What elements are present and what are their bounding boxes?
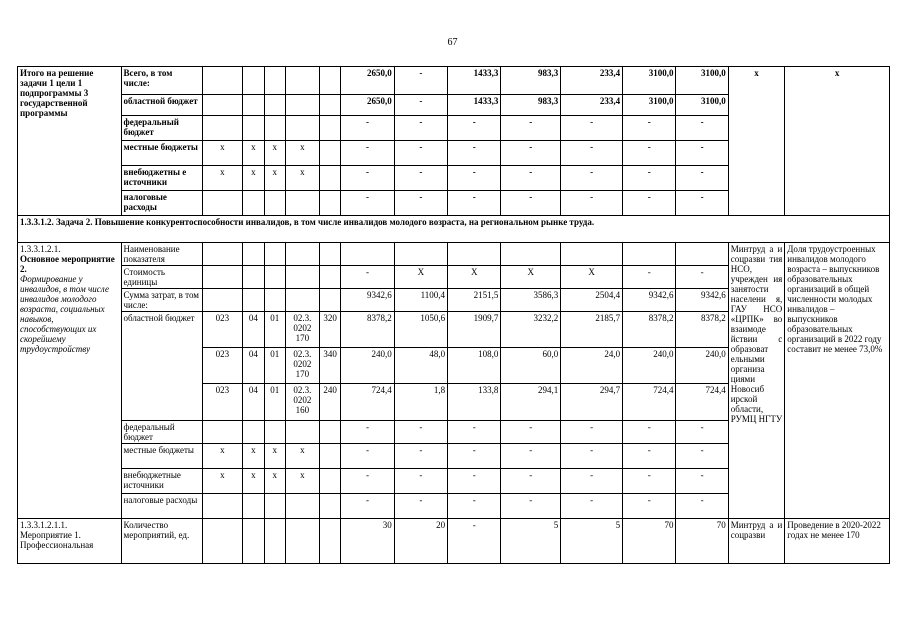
code-cell [243, 116, 264, 141]
code-cell [320, 67, 341, 95]
code-cell: 04 [243, 348, 264, 384]
code-cell: x [285, 444, 319, 469]
value-cell: - [501, 141, 561, 166]
code-cell [243, 494, 264, 519]
value-cell [501, 243, 561, 266]
totals-row [18, 67, 890, 95]
code-cell [202, 243, 243, 266]
code-cell [202, 95, 243, 116]
value-cell: - [623, 141, 676, 166]
value-cell: - [676, 166, 728, 191]
value-cell: 724,4 [623, 384, 676, 421]
value-cell: - [394, 191, 447, 216]
page-number: 67 [447, 37, 458, 48]
value-cell: 1100,4 [394, 289, 447, 312]
value-cell: - [561, 444, 623, 469]
value-cell: 2151,5 [448, 289, 501, 312]
code-cell: 240 [320, 384, 341, 421]
code-cell: 023 [202, 312, 243, 348]
code-cell: 02.3. 0202 170 [285, 312, 319, 348]
value-cell: - [448, 494, 501, 519]
code-cell: x [264, 141, 285, 166]
value-cell: X [394, 266, 447, 289]
value-cell: - [501, 166, 561, 191]
value-cell: 3100,0 [623, 95, 676, 116]
row-label: Наименование показателя [121, 243, 202, 266]
value-cell: - [341, 266, 394, 289]
value-cell: - [341, 469, 394, 494]
value-cell: 60,0 [501, 348, 561, 384]
value-cell [448, 243, 501, 266]
task-row [18, 216, 890, 243]
value-cell: - [676, 444, 728, 469]
value-cell: 108,0 [448, 348, 501, 384]
value-cell: - [501, 469, 561, 494]
code-cell [202, 421, 243, 444]
code-cell [243, 421, 264, 444]
value-cell: 1433,3 [448, 67, 501, 95]
code-cell: x [264, 469, 285, 494]
value-cell: 3100,0 [676, 95, 728, 116]
code-cell: x [285, 469, 319, 494]
code-cell [320, 166, 341, 191]
value-cell: 3232,2 [501, 312, 561, 348]
code-cell: x [264, 166, 285, 191]
event-description: Мероприятие 1. Профессиональная [20, 530, 94, 550]
value-cell: 48,0 [394, 348, 447, 384]
result-cell: x [785, 67, 890, 216]
code-cell [243, 519, 264, 564]
value-cell: 2650,0 [341, 67, 394, 95]
value-cell: - [676, 266, 728, 289]
code-cell [320, 421, 341, 444]
code-cell [243, 289, 264, 312]
value-cell: - [501, 494, 561, 519]
result-cell: Доля трудоустроенных инвалидов молодого возраста – выпускников образовательных организаций в общей численности молодых инвалидов – выпускников образовательных организаций в 2022 году составит не менее 73,0% [785, 243, 890, 519]
value-cell: - [561, 116, 623, 141]
value-cell [623, 243, 676, 266]
row-label: Количество мероприятий, ед. [121, 519, 202, 564]
code-cell [285, 266, 319, 289]
code-cell: 340 [320, 348, 341, 384]
result-cell: Проведение в 2020-2022 годах не менее 170 [785, 519, 890, 564]
activity-row [18, 243, 890, 266]
value-cell: - [623, 421, 676, 444]
code-cell [285, 95, 319, 116]
row-label: налоговые расходы [121, 494, 202, 519]
value-cell: - [676, 469, 728, 494]
value-cell [341, 243, 394, 266]
value-cell: 30 [341, 519, 394, 564]
code-cell: x [285, 166, 319, 191]
row-label: Всего, в том числе: [121, 67, 202, 95]
executor-cell: Минтруд а и соцразви тия НСО, учрежден ия занятости населени я, ГАУ НСО «ЦРПК» во взаимоде йствии с образоват ельными организа циями Новосиб ирской области, РУМЦ НГТУ [728, 243, 785, 519]
value-cell: - [448, 444, 501, 469]
value-cell: - [394, 67, 447, 95]
code-cell [285, 519, 319, 564]
code-cell [264, 421, 285, 444]
value-cell: - [448, 116, 501, 141]
code-cell [320, 116, 341, 141]
value-cell: 9342,6 [676, 289, 728, 312]
value-cell: 3586,3 [501, 289, 561, 312]
code-cell: 320 [320, 312, 341, 348]
value-cell: - [676, 116, 728, 141]
value-cell: 983,3 [501, 67, 561, 95]
row-label: налоговые расходы [121, 191, 202, 216]
code-cell [285, 289, 319, 312]
code-cell [202, 67, 243, 95]
value-cell: - [676, 421, 728, 444]
value-cell: 724,4 [341, 384, 394, 421]
value-cell: 240,0 [341, 348, 394, 384]
code-cell: 02.3. 0202 160 [285, 384, 319, 421]
row-label: внебюджетные источники [121, 469, 202, 494]
value-cell: 3100,0 [623, 67, 676, 95]
value-cell: - [341, 166, 394, 191]
activity-description: Формирование у инвалидов, в том числе инвалидов молодого возраста, социальных навыков, способствующих их скорейшему трудоустройству [20, 274, 109, 354]
code-cell [243, 266, 264, 289]
row-label: федеральный бюджет [121, 116, 202, 141]
code-cell [320, 494, 341, 519]
value-cell: - [561, 191, 623, 216]
row-label: областной бюджет [121, 95, 202, 116]
value-cell: - [501, 444, 561, 469]
code-cell: 023 [202, 348, 243, 384]
code-cell: x [243, 469, 264, 494]
code-cell [202, 116, 243, 141]
task-title: 1.3.3.1.2. Задача 2. Повышение конкурентоспособности инвалидов, в том числе инвалидов молодого возраста, на региональном рынке труда. [18, 216, 890, 243]
code-cell [264, 95, 285, 116]
event-cell [18, 519, 122, 564]
code-cell [264, 116, 285, 141]
code-cell: x [285, 141, 319, 166]
value-cell: - [394, 116, 447, 141]
code-cell [285, 243, 319, 266]
code-cell [285, 191, 319, 216]
value-cell: 983,3 [501, 95, 561, 116]
value-cell: - [394, 469, 447, 494]
value-cell: - [394, 166, 447, 191]
code-cell: x [243, 141, 264, 166]
value-cell: - [623, 469, 676, 494]
value-cell: - [448, 141, 501, 166]
row-label: местные бюджеты [121, 141, 202, 166]
executor-cell: x [728, 67, 785, 216]
value-cell: - [394, 494, 447, 519]
value-cell: 233,4 [561, 95, 623, 116]
value-cell: 24,0 [561, 348, 623, 384]
code-cell [264, 519, 285, 564]
code-cell: x [202, 166, 243, 191]
value-cell: 2185,7 [561, 312, 623, 348]
value-cell: - [501, 191, 561, 216]
value-cell: - [623, 494, 676, 519]
code-cell [264, 289, 285, 312]
code-cell [285, 494, 319, 519]
code-cell [285, 421, 319, 444]
value-cell: 724,4 [676, 384, 728, 421]
program-table [17, 66, 890, 564]
value-cell: - [501, 421, 561, 444]
value-cell: - [561, 421, 623, 444]
code-cell [320, 519, 341, 564]
value-cell: - [448, 519, 501, 564]
value-cell: - [448, 421, 501, 444]
code-cell [264, 494, 285, 519]
value-cell: - [448, 469, 501, 494]
row-label: Сумма затрат, в том числе: [121, 289, 202, 312]
value-cell: 8378,2 [623, 312, 676, 348]
value-cell: - [341, 421, 394, 444]
event-row [18, 519, 890, 564]
executor-cell: Минтруд а и соцразви [728, 519, 785, 564]
value-cell: - [341, 141, 394, 166]
value-cell [561, 243, 623, 266]
value-cell: 1433,3 [448, 95, 501, 116]
value-cell: - [676, 191, 728, 216]
value-cell: - [341, 444, 394, 469]
code-cell [202, 289, 243, 312]
code-cell: 01 [264, 312, 285, 348]
value-cell: 233,4 [561, 67, 623, 95]
value-cell [394, 243, 447, 266]
activity-cell [18, 243, 122, 519]
value-cell: - [394, 444, 447, 469]
code-cell [202, 519, 243, 564]
value-cell: 5 [561, 519, 623, 564]
value-cell: - [394, 95, 447, 116]
code-cell: 04 [243, 384, 264, 421]
value-cell: X [448, 266, 501, 289]
value-cell: X [501, 266, 561, 289]
row-label: Стоимость единицы [121, 266, 202, 289]
value-cell: 9342,6 [623, 289, 676, 312]
event-code: 1.3.3.1.2.1.1. [20, 520, 68, 530]
code-cell: x [264, 444, 285, 469]
value-cell: 70 [676, 519, 728, 564]
value-cell: - [341, 191, 394, 216]
value-cell: 3100,0 [676, 67, 728, 95]
code-cell [320, 266, 341, 289]
value-cell: 240,0 [676, 348, 728, 384]
value-cell: 294,1 [501, 384, 561, 421]
value-cell: - [676, 141, 728, 166]
value-cell: - [623, 166, 676, 191]
code-cell [320, 243, 341, 266]
code-cell: 023 [202, 384, 243, 421]
value-cell: - [561, 141, 623, 166]
value-cell: - [341, 494, 394, 519]
code-cell [285, 116, 319, 141]
code-cell [264, 243, 285, 266]
value-cell: - [561, 469, 623, 494]
row-label: федеральный бюджет [121, 421, 202, 444]
code-cell: x [202, 444, 243, 469]
code-cell: x [202, 141, 243, 166]
code-cell [202, 494, 243, 519]
value-cell: 2504,4 [561, 289, 623, 312]
code-cell [264, 266, 285, 289]
value-cell: 5 [501, 519, 561, 564]
code-cell [243, 67, 264, 95]
code-cell [320, 469, 341, 494]
value-cell: 8378,2 [676, 312, 728, 348]
value-cell: - [448, 191, 501, 216]
value-cell: 1050,6 [394, 312, 447, 348]
value-cell: - [623, 444, 676, 469]
value-cell: 70 [623, 519, 676, 564]
value-cell: - [561, 166, 623, 191]
value-cell: 1909,7 [448, 312, 501, 348]
value-cell: - [623, 116, 676, 141]
value-cell: - [676, 494, 728, 519]
totals-label: Итого на решение задачи 1 цели 1 подпрограммы 3 государственной программы [18, 67, 122, 216]
code-cell [320, 191, 341, 216]
code-cell: 04 [243, 312, 264, 348]
code-cell [264, 67, 285, 95]
code-cell: x [202, 469, 243, 494]
code-cell: x [243, 444, 264, 469]
code-cell [243, 191, 264, 216]
value-cell: 20 [394, 519, 447, 564]
value-cell: - [623, 266, 676, 289]
value-cell: - [448, 166, 501, 191]
value-cell: 1,8 [394, 384, 447, 421]
code-cell [243, 95, 264, 116]
value-cell: 2650,0 [341, 95, 394, 116]
row-label: областной бюджет [121, 312, 202, 421]
value-cell: 294,7 [561, 384, 623, 421]
value-cell: 133,8 [448, 384, 501, 421]
value-cell: 240,0 [623, 348, 676, 384]
code-cell [285, 67, 319, 95]
code-cell [202, 266, 243, 289]
code-cell [320, 95, 341, 116]
activity-code: 1.3.3.1.2.1. [20, 244, 61, 254]
value-cell: - [394, 141, 447, 166]
value-cell: - [341, 116, 394, 141]
activity-heading: Основное мероприятие 2. [20, 254, 115, 274]
value-cell: X [561, 266, 623, 289]
code-cell [243, 243, 264, 266]
value-cell [676, 243, 728, 266]
value-cell: - [623, 191, 676, 216]
code-cell [264, 191, 285, 216]
value-cell: 8378,2 [341, 312, 394, 348]
code-cell: 01 [264, 348, 285, 384]
code-cell: x [243, 166, 264, 191]
value-cell: - [501, 116, 561, 141]
code-cell: 01 [264, 384, 285, 421]
value-cell: 9342,6 [341, 289, 394, 312]
code-cell [202, 191, 243, 216]
value-cell: - [561, 494, 623, 519]
code-cell [320, 289, 341, 312]
value-cell: - [394, 421, 447, 444]
code-cell: 02.3. 0202 170 [285, 348, 319, 384]
row-label: внебюджетны е источники [121, 166, 202, 191]
code-cell [320, 444, 341, 469]
row-label: местные бюджеты [121, 444, 202, 469]
code-cell [320, 141, 341, 166]
